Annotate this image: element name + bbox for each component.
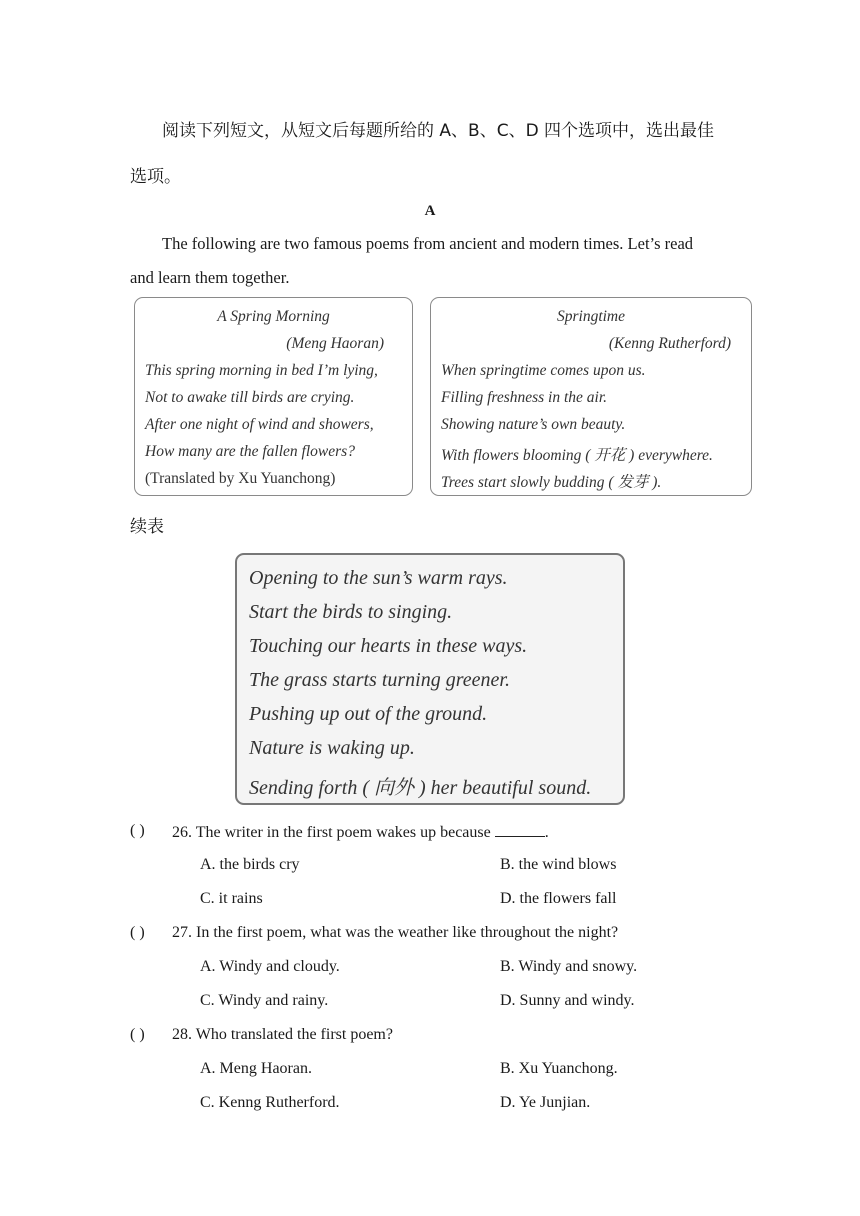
q27-option-b: B. Windy and snowy.: [500, 958, 638, 975]
q28-option-b: B. Xu Yuanchong.: [500, 1060, 618, 1077]
poem-2-line: Showing nature’s own beauty.: [441, 416, 626, 433]
answer-blank-28[interactable]: ( ): [130, 1026, 145, 1043]
poem-1-translator: (Translated by Xu Yuanchong): [145, 470, 336, 487]
poem-1-line: Not to awake till birds are crying.: [145, 389, 355, 406]
poem-2-continued-line: Pushing up out of the ground.: [249, 703, 488, 725]
fill-blank: [495, 822, 545, 837]
question-26-period: .: [544, 824, 549, 841]
intro-line-2: and learn them together.: [130, 268, 290, 287]
question-26-stem: 26. The writer in the first poem wakes up because: [172, 824, 491, 841]
poem-1-line: This spring morning in bed I’m lying,: [145, 362, 378, 379]
q26-option-b: B. the wind blows: [500, 856, 617, 873]
answer-blank-26[interactable]: ( ): [130, 822, 145, 839]
instructions-line-2: 选项。: [130, 167, 181, 187]
q28-option-a: A. Meng Haoran.: [200, 1060, 312, 1077]
q27-option-a: A. Windy and cloudy.: [200, 958, 340, 975]
poem-2-continued-box: [235, 553, 625, 805]
poem-2-continued-line: Start the birds to singing.: [249, 601, 453, 623]
poem-2-line: Filling freshness in the air.: [441, 389, 608, 406]
poem-2-continued-line: Sending forth ( 向外 ) her beautiful sound.: [249, 777, 592, 799]
poem-1-line: After one night of wind and showers,: [145, 416, 374, 433]
poem-1-line: How many are the fallen flowers?: [145, 443, 355, 460]
intro-line-1: The following are two famous poems from ancient and modern times. Let’s read: [162, 234, 694, 253]
q26-option-d: D. the flowers fall: [500, 890, 617, 907]
q26-option-c: C. it rains: [200, 890, 263, 907]
poem-2-title: Springtime: [556, 308, 626, 325]
poem-2-author: (Kenng Rutherford): [608, 335, 731, 352]
q27-option-d: D. Sunny and windy.: [500, 992, 635, 1009]
q28-option-d: D. Ye Junjian.: [500, 1094, 591, 1111]
poem-2-continued-line: Touching our hearts in these ways.: [249, 635, 528, 657]
poem-2-continued-line: Opening to the sun’s warm rays.: [249, 567, 508, 589]
q27-option-c: C. Windy and rainy.: [200, 992, 329, 1009]
question-28-text: 28. Who translated the first poem?: [172, 1026, 393, 1043]
poem-2-box: [430, 297, 752, 496]
q28-option-c: C. Kenng Rutherford.: [200, 1094, 340, 1111]
instructions-line-1: 阅读下列短文，从短文后每题所给的 A、B、C、D 四个选项中，选出最佳: [162, 121, 715, 141]
question-26-text: [172, 822, 549, 842]
poem-2-line: With flowers blooming ( 开花 ) everywhere.: [441, 447, 713, 464]
poem-2-line: Trees start slowly budding ( 发芽 ).: [441, 474, 662, 491]
section-label: A: [424, 203, 436, 219]
poem-1-author: (Meng Haoran): [286, 335, 384, 352]
continued-label: 续表: [130, 517, 164, 537]
q26-option-a: A. the birds cry: [200, 856, 300, 873]
poem-2-line: When springtime comes upon us.: [441, 362, 646, 379]
poem-2-continued-line: Nature is waking up.: [249, 737, 415, 759]
question-27-text: 27. In the first poem, what was the weather like throughout the night?: [172, 924, 619, 941]
answer-blank-27[interactable]: ( ): [130, 924, 145, 941]
poem-1-title: A Spring Morning: [217, 308, 330, 325]
poem-2-continued-line: The grass starts turning greener.: [249, 669, 510, 691]
poem-1-box: [134, 297, 413, 496]
